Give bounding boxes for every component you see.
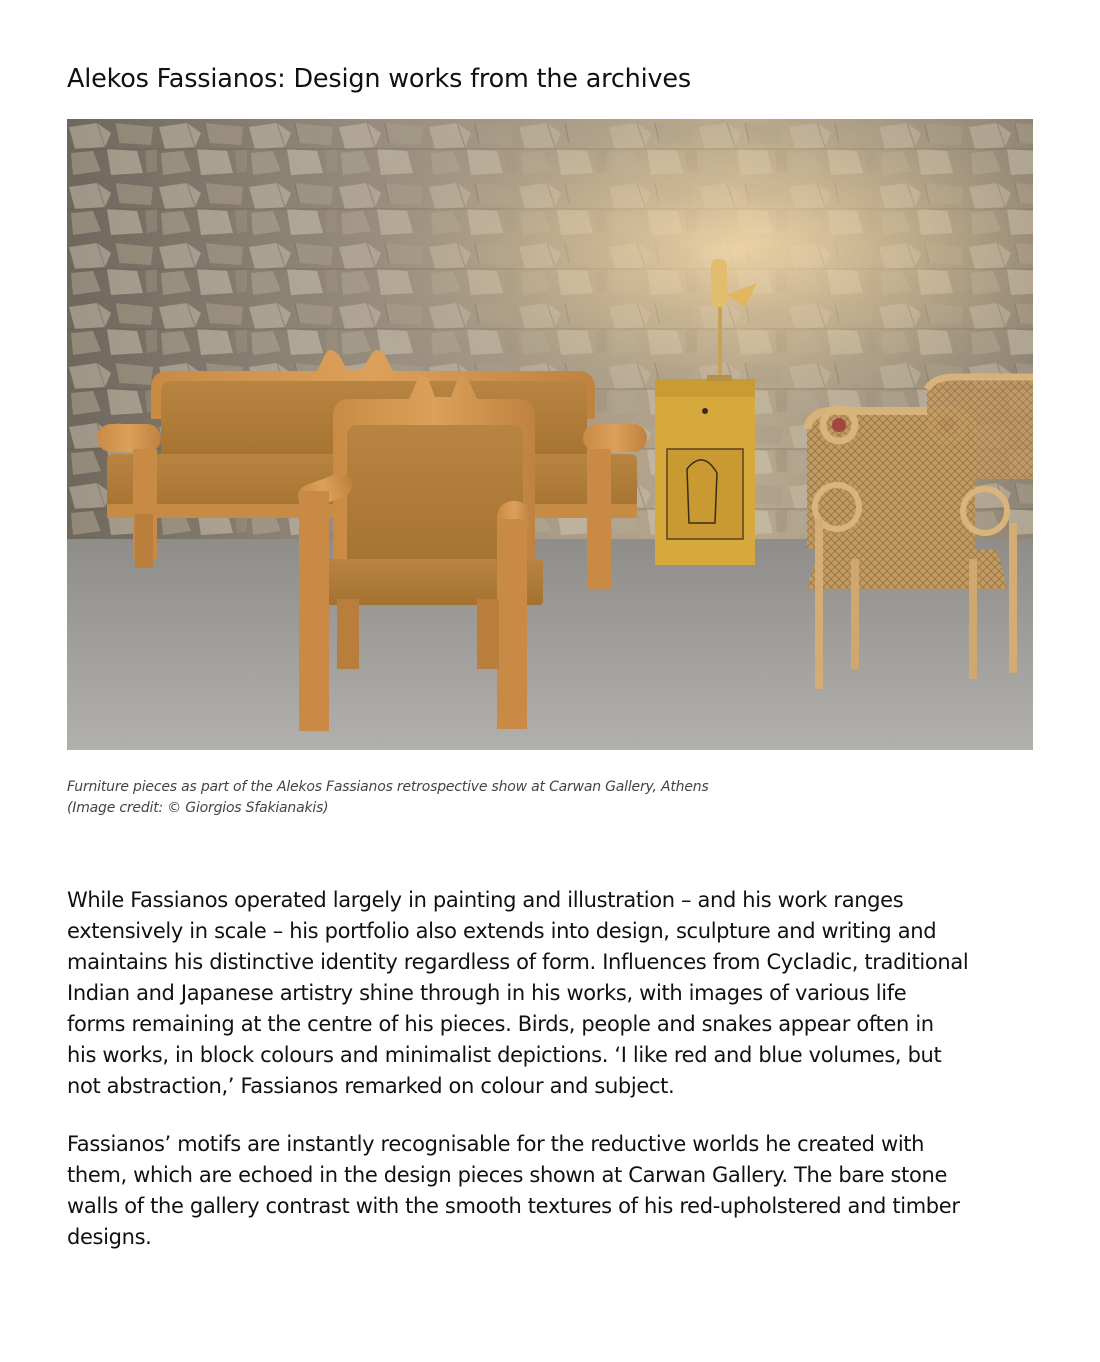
paragraph-line: Indian and Japanese artistry shine through in his works, with images of various life: [67, 981, 907, 1005]
paragraph-line: his works, in block colours and minimalist depictions. ‘I like red and blue volumes, but: [67, 1043, 942, 1067]
paragraph-line: them, which are echoed in the design pieces shown at Carwan Gallery. The bare stone: [67, 1163, 948, 1187]
article-photo: [67, 119, 1033, 750]
photo-caption: [67, 777, 1033, 819]
paragraph-line: designs.: [67, 1225, 152, 1249]
paragraph-line: While Fassianos operated largely in painting and illustration – and his work ranges: [67, 888, 904, 912]
paragraph-line: forms remaining at the centre of his pieces. Birds, people and snakes appear often in: [67, 1012, 934, 1036]
article-title: Alekos Fassianos: Design works from the archives: [67, 64, 691, 94]
body-paragraph-2: [67, 1129, 1035, 1253]
rattan-chair-back: [927, 377, 1033, 479]
painted-cabinet: [655, 379, 755, 565]
paragraph-line: walls of the gallery contrast with the smooth textures of his red-upholstered and timber: [67, 1194, 960, 1218]
gallery-furniture-photo: [67, 119, 1033, 750]
body-paragraph-1: [67, 885, 1035, 1102]
image-credit: (Image credit: © Giorgios Sfakianakis): [67, 800, 329, 816]
paragraph-line: maintains his distinctive identity regardless of form. Influences from Cycladic, traditional: [67, 950, 969, 974]
paragraph-line: Fassianos’ motifs are instantly recognisable for the reductive worlds he created with: [67, 1132, 925, 1156]
paragraph-line: not abstraction,’ Fassianos remarked on colour and subject.: [67, 1074, 675, 1098]
paragraph-line: extensively in scale – his portfolio also extends into design, sculpture and writing and: [67, 919, 937, 943]
caption-text: Furniture pieces as part of the Alekos Fassianos retrospective show at Carwan Gallery, Athens: [67, 779, 709, 795]
